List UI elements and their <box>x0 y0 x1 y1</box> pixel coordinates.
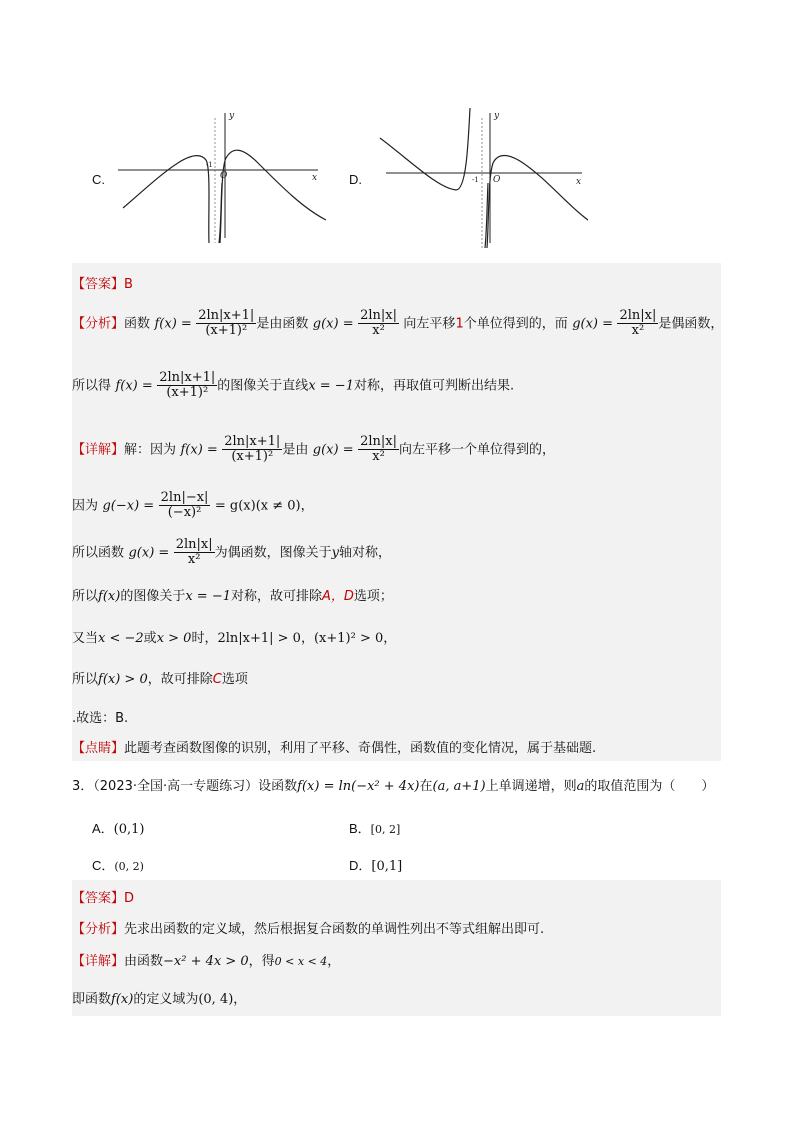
denominator: x² <box>631 323 645 338</box>
text: 为偶函数，图像关于 <box>214 545 332 561</box>
numerator: 2ln|x| <box>360 308 397 323</box>
text: 所以 <box>72 589 99 604</box>
detail-line-4 <box>72 585 393 604</box>
detail-line-6 <box>72 668 248 687</box>
text: 先求出函数的定义域，然后根据复合函数的单调性列出不等式组解出即可. <box>124 922 545 937</box>
fraction-f <box>196 309 256 338</box>
math: y <box>331 545 340 561</box>
solution-panel-3 <box>72 880 721 1016</box>
analysis-tag: 【分析】 <box>72 316 125 332</box>
text: ，故可排除 <box>147 672 213 687</box>
text: A，D <box>322 589 354 604</box>
detail-line-1 <box>72 435 555 464</box>
math: (a, a+1) <box>432 779 486 794</box>
analysis-line-1 <box>72 309 723 338</box>
axis-y-label: y <box>494 111 500 121</box>
text: 又当 <box>72 631 99 646</box>
detail-line-5 <box>72 627 396 646</box>
math: (x+1)² > 0 <box>313 631 384 646</box>
text: 轴对称， <box>339 545 392 561</box>
axis-x-label: x <box>312 173 318 183</box>
analysis-line <box>72 918 544 937</box>
graph-c <box>118 108 328 248</box>
text: 是偶函数， <box>658 316 724 332</box>
math: g(x) = <box>312 442 354 458</box>
numerator: 2ln|−x| <box>160 490 209 505</box>
numerator: 2ln|x| <box>175 537 213 552</box>
comment-tag: 【点睛】 <box>72 741 125 756</box>
fraction-f <box>157 371 217 400</box>
text: 选项 <box>221 672 248 687</box>
option-letter: B． <box>349 821 371 836</box>
fraction-gmx <box>159 491 211 520</box>
text: 是由函数 <box>256 316 309 332</box>
detail-line-2 <box>72 491 314 520</box>
math: f(x) = ln(−x² + 4x) <box>297 779 420 794</box>
denominator: (x+1)² <box>231 449 274 464</box>
text: ， <box>327 954 341 969</box>
fraction-g <box>617 309 658 338</box>
denominator: x² <box>372 449 385 464</box>
math: x > 0 <box>156 631 192 646</box>
text: 或 <box>143 631 157 646</box>
denominator: (x+1)² <box>205 323 248 338</box>
text: 由函数 <box>124 954 164 969</box>
math: g(x) = <box>572 316 614 332</box>
question-source: （2023·全国·高一专题练习） <box>93 779 259 794</box>
text: 选项； <box>353 589 393 604</box>
numerator: 2ln|x+1| <box>224 434 281 449</box>
text: 上单调递增，则 <box>485 779 577 794</box>
tick-label: -1 <box>206 161 213 169</box>
option-d-label: D. <box>349 172 362 187</box>
text: 的图像关于直线 <box>217 378 309 394</box>
answer-tag: 【答案】 <box>72 891 125 906</box>
text: 解：因为 <box>124 442 177 458</box>
solution-panel-1 <box>72 263 724 761</box>
axis-x-label: x <box>576 177 582 187</box>
text: 对称，再取值可判断出结果. <box>353 378 515 394</box>
option-value: (0, 2) <box>114 860 144 873</box>
numerator: 2ln|x| <box>360 434 397 449</box>
detail-line-3 <box>72 538 391 567</box>
text: C <box>212 672 222 687</box>
math: f(x) <box>111 992 134 1007</box>
detail-tag: 【详解】 <box>72 442 125 458</box>
analysis-line-2 <box>72 371 514 400</box>
text: 是由 <box>282 442 309 458</box>
text: 向左平移一个单位得到的， <box>398 442 555 458</box>
fraction-g <box>358 435 399 464</box>
math: g(−x) = <box>102 498 155 514</box>
math: f(x) = <box>154 316 192 332</box>
origin-label: O <box>220 171 228 181</box>
text: 即函数 <box>72 992 112 1007</box>
option-c-label: C. <box>92 172 105 187</box>
text: 所以函数 <box>72 545 125 561</box>
text: 设函数 <box>258 779 298 794</box>
math: x = −1 <box>185 589 231 604</box>
math: (0, 4) <box>198 992 234 1007</box>
math: x < −2 <box>98 631 144 646</box>
option-value: [0,1] <box>371 859 403 874</box>
text: ，得 <box>248 954 275 969</box>
option-letter: C． <box>92 858 115 873</box>
numerator: 2ln|x+1| <box>159 370 216 385</box>
text: 在 <box>419 779 433 794</box>
option-b[interactable] <box>349 818 400 837</box>
math: 2ln|x+1| > 0 <box>217 631 301 646</box>
text: 1 <box>455 316 464 332</box>
detail-tag: 【详解】 <box>72 954 125 969</box>
math: 0 < x < 4 <box>274 955 328 968</box>
answer-tag: 【答案】 <box>72 277 125 292</box>
option-letter: D． <box>349 858 372 873</box>
text: 的图像关于 <box>120 589 186 604</box>
answer-line <box>72 887 134 906</box>
text: 函数 <box>124 316 151 332</box>
text: 个单位得到的，而 <box>463 316 568 332</box>
math: = g(x)(x ≠ 0)， <box>214 498 314 514</box>
math: −x² + 4x > 0 <box>163 954 249 969</box>
answer-value: B <box>124 277 133 292</box>
text: ， <box>300 631 314 646</box>
math: g(x) = <box>312 316 354 332</box>
math: x = −1 <box>308 378 354 394</box>
option-letter: A． <box>92 821 114 836</box>
fraction-g <box>358 309 399 338</box>
math: f(x) = <box>115 378 153 394</box>
axis-y-label: y <box>229 111 235 121</box>
fraction-f <box>222 435 282 464</box>
question-number: 3． <box>72 779 94 794</box>
option-c[interactable] <box>92 855 144 874</box>
math: f(x) = <box>180 442 218 458</box>
text: 时， <box>191 631 218 646</box>
denominator: x² <box>187 552 201 567</box>
text: ， <box>233 992 247 1007</box>
fraction-g <box>174 538 215 567</box>
text: 向左平移 <box>403 316 456 332</box>
answer-line <box>72 273 133 292</box>
graph-d <box>378 108 588 250</box>
denominator: (x+1)² <box>166 385 209 400</box>
detail-line-7: .故选：B. <box>72 711 129 726</box>
option-a[interactable] <box>92 818 145 837</box>
text: 所以得 <box>72 378 112 394</box>
option-value: (0,1) <box>113 822 145 837</box>
text: 因为 <box>72 498 99 514</box>
text: 所以 <box>72 672 99 687</box>
numerator: 2ln|x| <box>619 308 657 323</box>
text: 的取值范围为（ ） <box>584 779 715 794</box>
numerator: 2ln|x+1| <box>198 308 255 323</box>
denominator: (−x)² <box>167 505 202 520</box>
math: a <box>576 779 585 794</box>
text: 此题考查函数图像的识别，利用了平移、奇偶性，函数值的变化情况，属于基础题. <box>124 741 597 756</box>
denominator: x² <box>372 323 385 338</box>
question-3 <box>72 775 714 794</box>
tick-label: -1 <box>472 176 479 184</box>
detail-line-2 <box>72 988 246 1007</box>
origin-label: O <box>493 175 501 185</box>
answer-value: D <box>124 891 135 906</box>
text: ， <box>383 631 397 646</box>
comment-line <box>72 737 596 756</box>
text: 的定义域为 <box>133 992 199 1007</box>
math: f(x) <box>98 589 121 604</box>
text: 对称，故可排除 <box>230 589 322 604</box>
option-value: [0, 2] <box>370 823 401 836</box>
analysis-tag: 【分析】 <box>72 922 125 937</box>
math: g(x) = <box>128 545 170 561</box>
math: f(x) > 0 <box>98 672 148 687</box>
option-d[interactable] <box>349 855 402 874</box>
detail-line-1 <box>72 950 340 969</box>
